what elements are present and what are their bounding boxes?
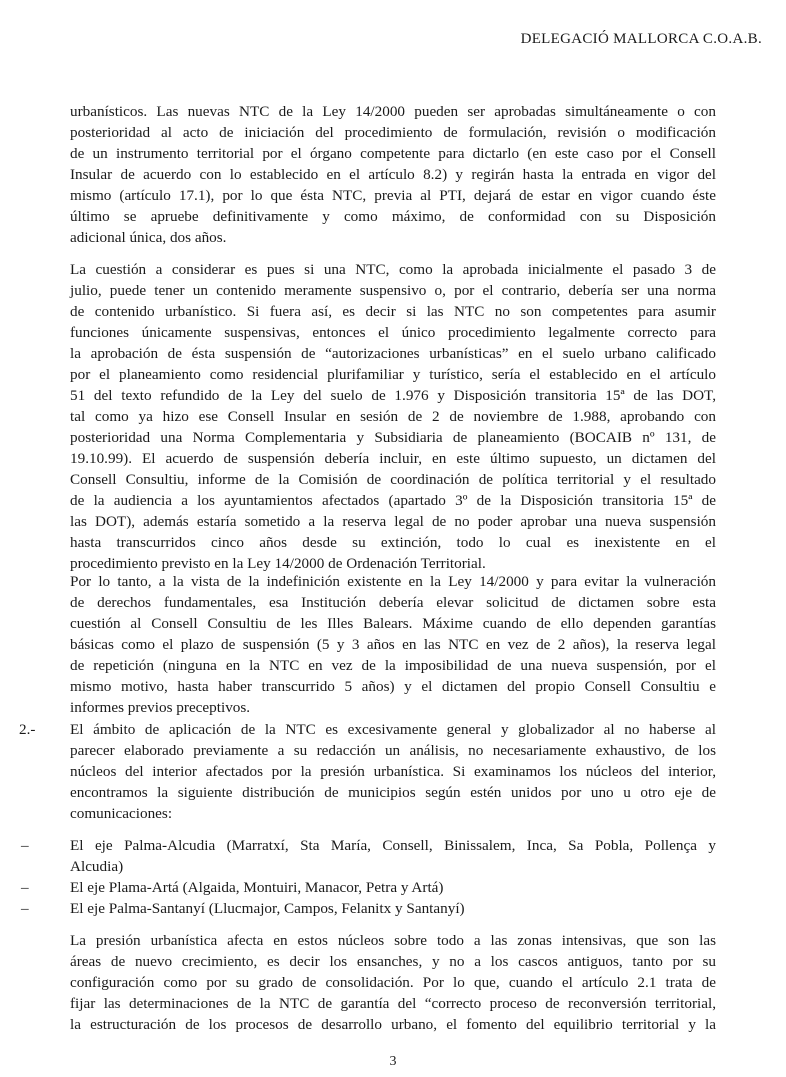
text-line: posterioridad al acto de iniciación del procedimiento de formulación, revisión o modificación [70, 124, 716, 141]
text-line: posterioridad una Norma Complementaria y Subsidiaria de planeamiento (BOCAIB nº 131, de [70, 429, 716, 446]
text-line: tal como ya hizo ese Consell Insular en sesión de 2 de noviembre de 1.988, aprobando con [70, 408, 716, 425]
text-line: cuestión al Consell Consultiu de les Illes Balears. Máxime cuando de ello dependen garantías [70, 615, 716, 632]
text-line: urbanísticos. Las nuevas NTC de la Ley 14/2000 pueden ser aprobadas simultáneamente o con [70, 103, 716, 120]
page-header: DELEGACIÓ MALLORCA C.O.A.B. [520, 31, 762, 47]
text-line: áreas de nuevo crecimiento, es decir los ensanches, y no a los cascos antiguos, tanto por su [70, 953, 716, 970]
text-line: comunicaciones: [70, 805, 173, 822]
text-line: la aprobación de ésta suspensión de “autorizaciones urbanísticas” en el suelo urbano calificado [70, 345, 716, 362]
text-line: mismo (artículo 17.1), por lo que ésta NTC, previa al PTI, dejará de estar en vigor cuando éste [70, 187, 716, 204]
text-line: último se apruebe definitivamente y como máximo, de conformidad con su Disposición [70, 208, 716, 225]
text-line: El eje Plama-Artá (Algaida, Montuiri, Manacor, Petra y Artá) [70, 879, 444, 896]
text-line: adicional única, dos años. [70, 229, 227, 246]
text-line: fijar las determinaciones de la NTC de garantía del “correcto proceso de reconversión territorial, [70, 995, 716, 1012]
text-line: hasta transcurridos cinco años desde su extinción, todo lo cual es inexistente en el [70, 534, 716, 551]
text-line: El ámbito de aplicación de la NTC es excesivamente general y globalizador al no haberse al [70, 721, 716, 738]
text-line: configuración como por su grado de consolidación. Por lo que, cuando el artículo 2.1 trata de [70, 974, 716, 991]
text-line: Insular de acuerdo con lo establecido en el artículo 8.2) y regirán hasta la entrada en vigor del [70, 166, 716, 183]
text-line: de la audiencia a los ayuntamientos afectados (apartado 3º de la Disposición transitoria 15ª de [70, 492, 716, 509]
text-line: por el planeamiento como residencial plurifamiliar y turístico, sería el establecido en el artículo [70, 366, 716, 383]
page-number: 3 [389, 1054, 397, 1069]
text-line: de contenido urbanístico. Si fuera así, es decir si las NTC no son competentes para asumir [70, 303, 716, 320]
text-line: las DOT), además estaría sometido a la reserva legal de no poder aprobar una nueva suspensión [70, 513, 716, 530]
text-line: Alcudia) [70, 858, 124, 875]
text-line: Por lo tanto, a la vista de la indefinición existente en la Ley 14/2000 y para evitar la vulneración [70, 573, 716, 590]
text-line: La presión urbanística afecta en estos núcleos sobre todo a las zonas intensivas, que son las [70, 932, 716, 949]
text-line: de un instrumento territorial por el órgano competente para dictarlo (en este caso por el Consell [70, 145, 716, 162]
text-line: julio, puede tener un contenido meramente suspensivo o, por el contrario, debería ser una norma [70, 282, 716, 299]
text-line: funciones únicamente suspensivas, entonces el único procedimiento legalmente correcto para [70, 324, 716, 341]
text-line: de derechos fundamentales, esa Institución debería elevar solicitud de dictamen sobre esta [70, 594, 716, 611]
text-line: de repetición (ninguna en la NTC en vez de la imposibilidad de una nueva suspensión, por el [70, 657, 716, 674]
text-line: La cuestión a considerar es pues si una NTC, como la aprobada inicialmente el pasado 3 de [70, 261, 716, 278]
text-line: mismo motivo, hasta haber transcurrido 5 años) y el dictamen del propio Consell Consultiu e [70, 678, 716, 695]
text-line: encontramos la siguiente distribución de municipios según estén unidos por uno u otro eje de [70, 784, 716, 801]
text-line: núcleos del interior afectados por la presión urbanística. Si examinamos los núcleos del interior, [70, 763, 716, 780]
text-line: El eje Palma-Santanyí (Llucmajor, Campos, Felanitx y Santanyí) [70, 900, 465, 917]
text-line: parecer elaborado previamente a su redacción un análisis, no necesariamente exhaustivo, de los [70, 742, 716, 759]
text-line: El eje Palma-Alcudia (Marratxí, Sta María, Consell, Binissalem, Inca, Sa Pobla, Pollença y [70, 837, 716, 854]
text-line: informes previos preceptivos. [70, 699, 251, 716]
text-line: procedimiento previsto en la Ley 14/2000 de Ordenación Territorial. [70, 555, 486, 572]
dash-bullet: – [21, 879, 29, 896]
text-line: la estructuración de los procesos de desarrollo urbano, el fomento del equilibrio territorial y la [70, 1016, 716, 1033]
item-number: 2.- [19, 721, 36, 738]
dash-bullet: – [21, 837, 29, 854]
text-line: 51 del texto refundido de la Ley del suelo de 1.976 y Disposición transitoria 15ª de las DOT, [70, 387, 716, 404]
dash-bullet: – [21, 900, 29, 917]
text-line: Consell Consultiu, informe de la Comisión de coordinación de política territorial y el resultado [70, 471, 716, 488]
text-line: básicas como el plazo de suspensión (5 y 3 años en las NTC en vez de 2 años), la reserva legal [70, 636, 716, 653]
text-line: 19.10.99). El acuerdo de suspensión debería incluir, en este último supuesto, un dictamen del [70, 450, 716, 467]
